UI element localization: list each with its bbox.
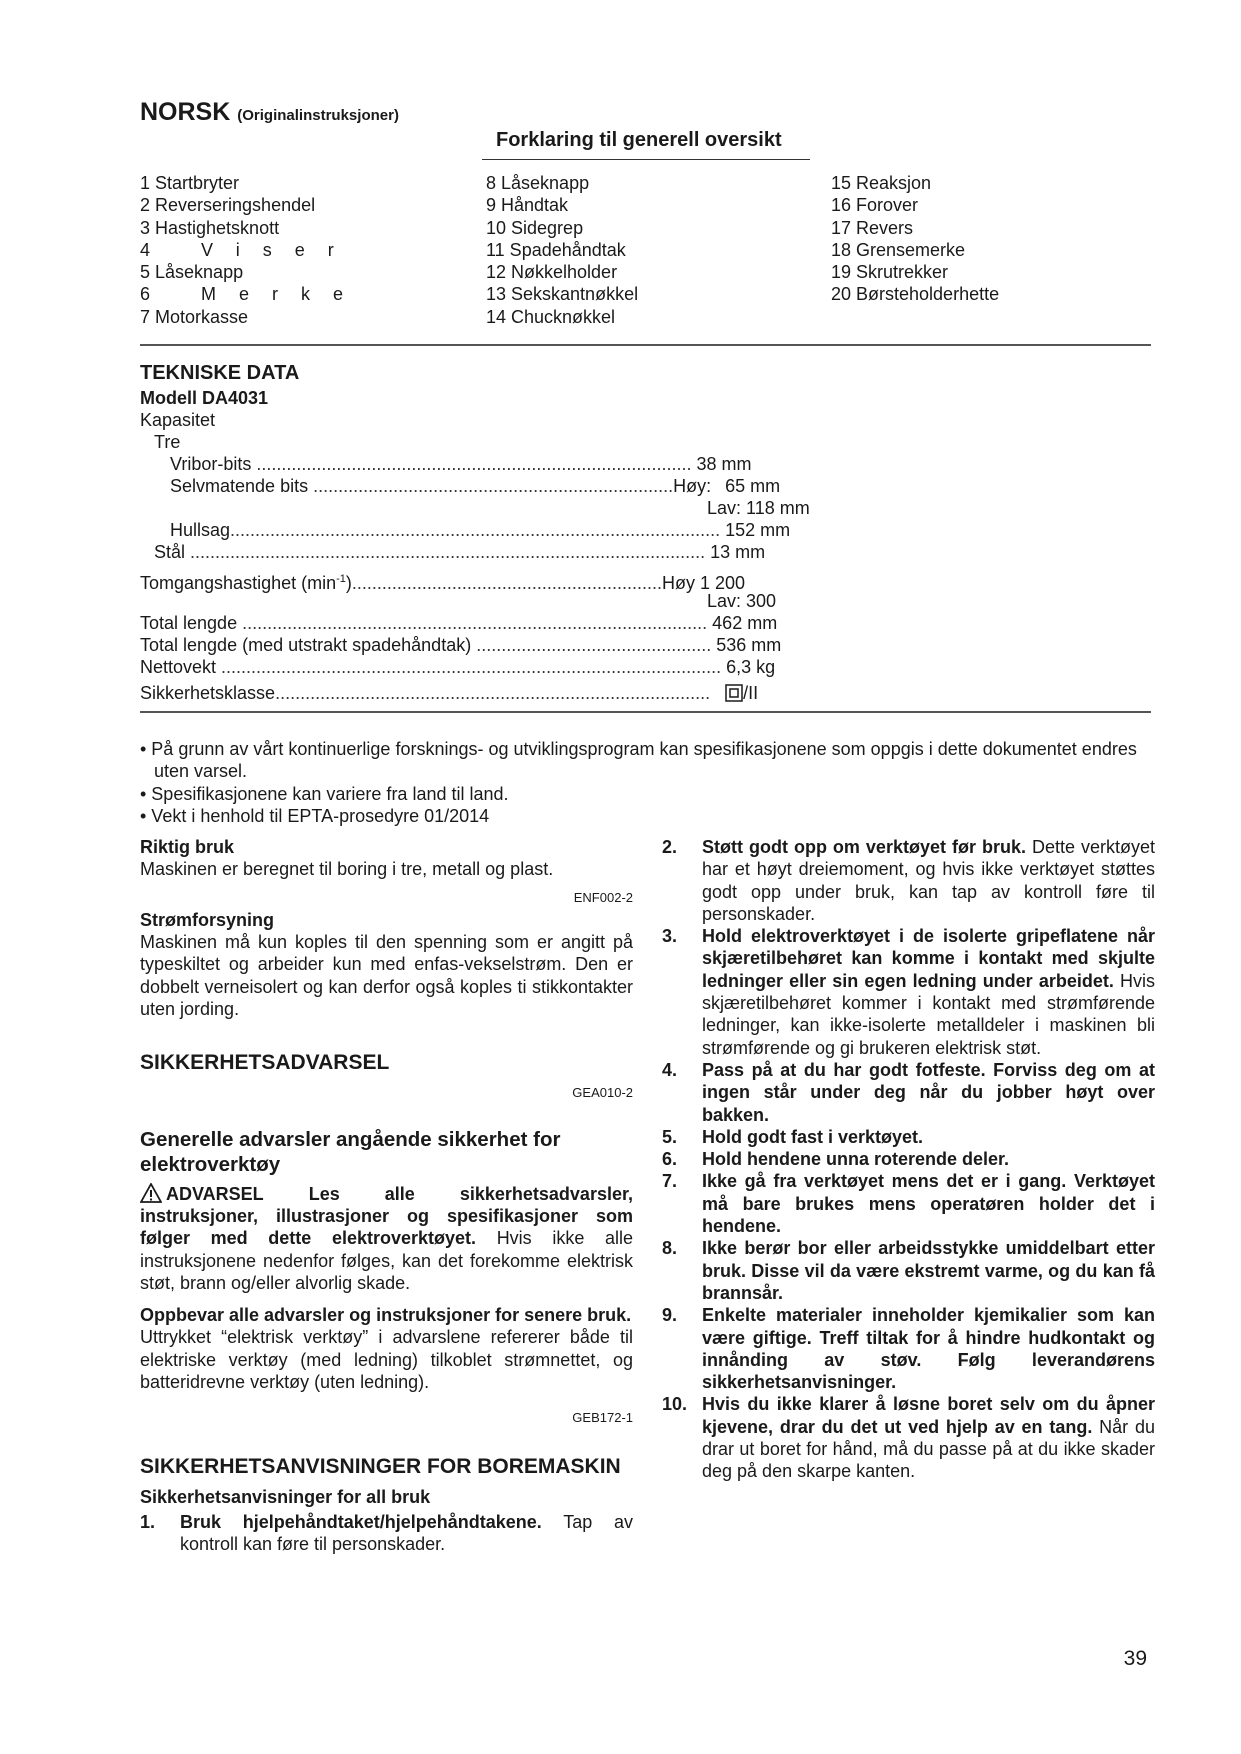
item-text: Tap av kontroll kan føre til personskader.: [180, 1511, 633, 1555]
spec-row-hullsag: [170, 519, 790, 541]
spec-label: Total lengde (med utstrakt spadehåndtak): [140, 635, 472, 655]
overview-column-3: [831, 172, 999, 306]
overview-item: 5 Låseknapp: [140, 262, 244, 283]
safety-item-5: [662, 1126, 1155, 1148]
warning-paragraph: [140, 1183, 633, 1294]
item-bold: Hold godt fast i verktøyet.: [702, 1126, 924, 1147]
item-bold: Hvis du ikke klarer å løsne boret selv om du åpner kjevene, drar du det ut ved hjelp av en tang.: [702, 1394, 1155, 1437]
tech-model: Modell DA4031: [140, 388, 269, 408]
spec-label: Total lengde: [140, 613, 238, 633]
overview-item: 17 Revers: [831, 217, 914, 238]
item-number: 7.: [662, 1171, 678, 1192]
overview-item: 10 Sidegrep: [486, 217, 584, 238]
spec-row-noload: [140, 568, 745, 594]
safety-item-6: [662, 1148, 1155, 1170]
overview-column-2: [486, 172, 638, 328]
spec-label: Sikkerhetsklasse: [140, 683, 276, 703]
overview-item: 16 Forover: [831, 195, 919, 216]
spec-row-vribor: [170, 453, 751, 475]
overview-item: 13 Sekskantnøkkel: [486, 284, 639, 305]
overview-column-1: [140, 172, 366, 328]
spec-label: Selvmatende bits: [170, 476, 309, 496]
power-supply-heading: Strømforsyning: [140, 909, 275, 930]
keep-instructions-text: Uttrykket “elektrisk verktøy” i advarslene refererer både til elektriske verktøy (med ledning) tilkoblet strømnettet, og batteridrevne verktøy (uten ledning).: [140, 1327, 633, 1393]
language-note: (Originalinstruksjoner): [237, 107, 399, 124]
spec-label: Hullsag: [170, 520, 231, 540]
item-bold: Ikke berør bor eller arbeidsstykke umiddelbart etter bruk. Disse vil da være ekstremt varme, og du kan få brannsår.: [702, 1238, 1155, 1303]
leader-dots: .......................................................................................: [275, 683, 716, 703]
item-number: 1.: [140, 1511, 156, 1532]
item-number: 10.: [662, 1394, 688, 1415]
note-item: • Spesifikasjonene kan variere fra land til land.: [140, 783, 509, 804]
item-number: 9.: [662, 1305, 678, 1326]
safety-item-2: [662, 836, 1155, 925]
overview-item: 4 Viser: [140, 239, 357, 260]
spec-label: Vribor-bits: [170, 454, 252, 474]
spec-superscript: -1: [336, 573, 346, 585]
left-column: [140, 836, 633, 1556]
overview-item: 11 Spadehåndtak: [486, 239, 626, 260]
spec-row-steel: [154, 541, 765, 563]
item-bold: Hold hendene unna roterende deler.: [702, 1149, 1010, 1170]
overview-item: 18 Grensemerke: [831, 239, 966, 260]
warning-text: Hvis ikke alle instruksjonene nedenfor følges, kan det forekomme elektrisk støt, brann og/eller alvorlig skade.: [140, 1228, 634, 1293]
spec-row-selfbits: [170, 475, 780, 497]
item-number: 8.: [662, 1238, 678, 1259]
item-number: 2.: [662, 837, 678, 857]
overview-item: 9 Håndtak: [486, 195, 569, 216]
warning-triangle-icon: [140, 1183, 162, 1203]
spec-label: Stål: [154, 542, 186, 562]
leader-dots: ...............................................: [471, 635, 717, 655]
overview-title: Forklaring til generell oversikt: [496, 129, 782, 151]
drill-safety-heading: SIKKERHETSANVISNINGER FOR BOREMASKIN: [140, 1454, 621, 1478]
right-column: [662, 836, 1155, 1483]
overview-item: 14 Chucknøkkel: [486, 306, 616, 327]
spec-value: 462 mm: [712, 613, 778, 633]
overview-item: 3 Hastighetsknott: [140, 217, 280, 238]
item-number: 6.: [662, 1149, 678, 1170]
spec-row-total-length: [140, 612, 777, 634]
power-supply-text: Maskinen må kun koples til den spenning som er angitt på typeskiltet og arbeider kun med enfas-vekselstrøm. Den er dobbelt verneisolert og kan derfor også koples ti stikkontakter uten jording.: [140, 932, 633, 1020]
safety-warning-heading: SIKKERHETSADVARSEL: [140, 1051, 390, 1075]
note-item: • Vekt i henhold til EPTA-prosedyre 01/2014: [140, 805, 490, 826]
item-text: Dette verktøyet har et høyt dreiemoment, og hvis ikke verktøyet støttes godt opp under bruk, kan tap av kontroll føre til personskader.: [702, 837, 1155, 924]
all-operations-heading: Sikkerhetsanvisninger for all bruk: [140, 1486, 431, 1507]
spec-value: 152 mm: [725, 520, 791, 540]
double-insulation-icon: [725, 684, 743, 702]
page-number: 39: [1123, 1647, 1147, 1670]
spec-label: Nettovekt: [140, 657, 217, 677]
leader-dots: ........................................................................: [308, 476, 674, 496]
language-title: NORSK: [140, 98, 231, 126]
overview-item: 12 Nøkkelholder: [486, 262, 618, 283]
safety-item-9: [662, 1304, 1155, 1393]
overview-item: 20 Børsteholderhette: [831, 284, 1000, 305]
tech-wood-label: Tre: [154, 432, 181, 452]
safety-item-3: [662, 925, 1155, 1059]
page-language-heading: [140, 98, 399, 127]
spec-notes: [140, 738, 1155, 827]
spec-value: 65 mm: [725, 476, 781, 496]
tech-capacity-label: Kapasitet: [140, 410, 216, 430]
spec-value: /II: [743, 683, 759, 703]
item-number: 3.: [662, 926, 678, 947]
doc-code: ENF002-2: [573, 889, 633, 905]
safety-item-7: [662, 1170, 1155, 1237]
item-bold: Pass på at du har godt fotfeste. Forviss deg om at ingen står under deg når du jobber høyt over bakken.: [702, 1059, 1155, 1125]
tech-heading: TEKNISKE DATA: [140, 362, 300, 384]
safety-item-8: [662, 1237, 1155, 1304]
leader-dots: ..................................................................................................: [230, 520, 726, 540]
spec-value: 38 mm: [696, 454, 752, 474]
item-bold: Ikke gå fra verktøyet mens det er i gang. Verktøyet må bare brukes mens operatøren holder det i hendene.: [702, 1171, 1155, 1237]
item-number: 5.: [662, 1126, 678, 1147]
spec-value-low: Lav: 118 mm: [707, 498, 810, 518]
keep-instructions-heading: Oppbevar alle advarsler og instruksjoner for senere bruk.: [140, 1305, 632, 1326]
item-bold: Enkelte materialer inneholder kjemikalier som kan være giftige. Treff tiltak for å hindre hudkontakt og innånding av støv. Følg leverandørens sikkerhetsanvisninger.: [702, 1305, 1155, 1393]
leader-dots: ....................................................................................................: [216, 657, 727, 677]
intended-use-heading: Riktig bruk: [140, 837, 235, 857]
overview-item: 8 Låseknapp: [486, 173, 590, 193]
doc-code: GEB172-1: [572, 1410, 633, 1426]
spec-label: Tomgangshastighet (min: [140, 573, 337, 593]
leader-dots: .............................................................................................: [237, 613, 713, 633]
section-divider: [140, 344, 1151, 346]
spec-value: 13 mm: [710, 542, 766, 562]
overview-item: 6 Merke: [140, 284, 367, 305]
spec-value: Høy 1 200: [661, 573, 745, 593]
spec-row-net-weight: [140, 656, 775, 678]
spec-value: 536 mm: [716, 635, 782, 655]
doc-code: GEA010-2: [572, 1085, 633, 1101]
spec-label-close: ): [345, 573, 352, 593]
overview-divider: [482, 159, 810, 160]
safety-item-4: [662, 1059, 1155, 1126]
overview-item: 1 Startbryter: [140, 173, 240, 193]
item-bold: Hold elektroverktøyet i de isolerte gripeflatene når skjæretilbehøret kan komme i kontakt med skjulte ledninger eller sin egen ledning under arbeidet.: [702, 926, 1155, 991]
overview-item: 7 Motorkasse: [140, 306, 249, 327]
leader-dots: .......................................................................................................: [185, 542, 711, 562]
spec-row-total-length-ext: [140, 634, 781, 656]
item-text: Hvis skjæretilbehøret kommer i kontakt med strømførende ledninger, kan ikke-isolerte metalldeler i maskinen bli strømførende og gi brukeren elektrisk støt.: [702, 970, 1155, 1058]
warning-bold-text: Les alle sikkerhetsadvarsler, instruksjoner, illustrasjoner og spesifikasjoner som følger med dette elektroverktøyet.: [140, 1183, 633, 1249]
safety-item-10: [662, 1393, 1155, 1482]
overview-item: 19 Skrutrekker: [831, 262, 949, 283]
item-number: 4.: [662, 1059, 678, 1080]
general-warnings-heading: Generelle advarsler angående sikkerhet for elektroverktøy: [140, 1127, 561, 1176]
leader-dots: .......................................................................................: [251, 454, 697, 474]
item-bold: Bruk hjelpehåndtaket/hjelpehåndtakene.: [180, 1511, 542, 1532]
overview-item: 15 Reaksjon: [831, 173, 932, 193]
leader-dots: ..............................................................: [351, 573, 662, 593]
section-divider: [140, 711, 1151, 713]
note-item: • På grunn av vårt kontinuerlige forsknings- og utviklingsprogram kan spesifikasjonene som oppgis i dette dokumentet endres uten varsel.: [140, 739, 1137, 782]
item-text: Når du drar ut boret for hånd, må du passe på at du ikke skader deg på den skarpe kanten.: [702, 1416, 1155, 1482]
item-bold: Støtt godt opp om verktøyet før bruk.: [702, 837, 1026, 857]
overview-item: 2 Reverseringshendel: [140, 195, 316, 216]
spec-row-safety-class: [140, 682, 758, 704]
warning-word: ADVARSEL: [166, 1183, 264, 1204]
spec-value-low: Lav: 300: [707, 591, 777, 611]
spec-value-high-label: Høy:: [673, 476, 712, 496]
safety-item-1: [140, 1511, 633, 1556]
intended-use-text: Maskinen er beregnet til boring i tre, metall og plast.: [140, 859, 554, 880]
spec-value: 6,3 kg: [726, 657, 776, 677]
